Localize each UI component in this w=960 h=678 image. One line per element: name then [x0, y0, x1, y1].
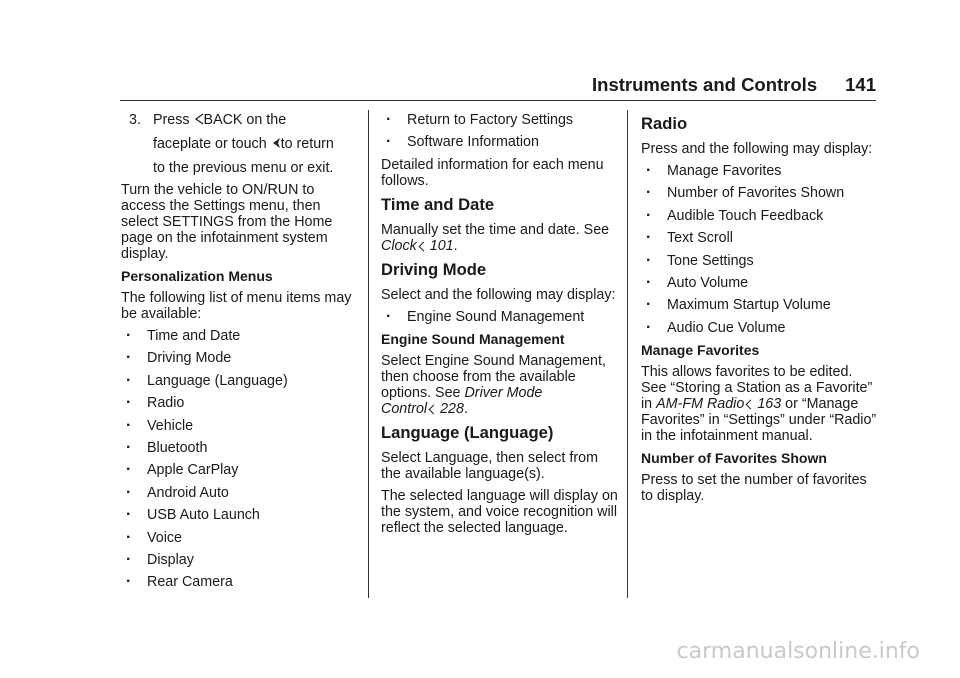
step-line-3: to the previous menu or exit. — [153, 160, 334, 176]
list-item: . Software Information — [381, 134, 619, 150]
column-divider-1 — [368, 110, 369, 598]
page-reference-icon — [419, 241, 428, 250]
list-item: . Language (Language) — [121, 373, 361, 389]
list-item: . Display — [121, 552, 361, 568]
list-item: . Maximum Startup Volume — [641, 297, 879, 313]
driving-mode-list — [381, 309, 619, 325]
step-line-2 — [153, 136, 361, 152]
list-item: . Time and Date — [121, 328, 361, 344]
section-heading-radio: Radio — [641, 114, 688, 133]
step-text: Press — [153, 112, 190, 128]
back-arrow-icon — [194, 113, 204, 125]
body-text: Select Engine Sound Management, then choose from the available options. See — [381, 353, 606, 402]
menu-items-list — [121, 328, 361, 590]
page-reference-icon — [429, 404, 438, 413]
watermark: carmanualsonline.info — [676, 639, 920, 664]
list-item: . Vehicle — [121, 418, 361, 434]
step-text: faceplate or touch — [153, 136, 267, 152]
section-heading-time-and-date: Time and Date — [381, 194, 495, 214]
body-paragraph: Select Engine Sound Management, then choose from the available options. See Driver Mode Control 228. — [381, 353, 606, 418]
list-item: . Audible Touch Feedback — [641, 208, 879, 224]
column-2 — [381, 112, 619, 542]
list-item: . Auto Volume — [641, 275, 879, 291]
page-reference[interactable]: 163 — [757, 396, 782, 413]
step-3 — [121, 112, 361, 176]
body-paragraph: The following list of menu items may be available: — [121, 290, 352, 322]
body-text: Manually set the time and date. See — [381, 221, 610, 238]
step-number: 3. — [129, 112, 141, 128]
menu-items-list-continued — [381, 112, 619, 150]
list-item: . USB Auto Launch — [121, 507, 361, 523]
page-number: 141 — [845, 74, 876, 95]
body-paragraph — [641, 364, 879, 444]
body-paragraph: Manually set the time and date. See Clock 101. — [381, 221, 610, 254]
section-title: Instruments and Controls — [592, 74, 818, 95]
list-item: . Radio — [121, 395, 361, 411]
body-paragraph: Press and the following may display: — [641, 141, 873, 157]
cross-reference-link[interactable]: AM-FM Radio — [656, 396, 745, 413]
column-1 — [121, 112, 361, 597]
list-item: . Rear Camera — [121, 574, 361, 590]
body-paragraph: Select and the following may display: — [381, 286, 616, 303]
radio-items-list — [641, 163, 879, 336]
body-paragraph: Press to set the number of favorites to display. — [641, 472, 867, 505]
column-divider-2 — [627, 110, 628, 598]
section-heading-language: Language (Language) — [381, 423, 554, 443]
column-3 — [641, 112, 879, 510]
page-header — [120, 70, 876, 100]
list-item: . Apple CarPlay — [121, 462, 361, 478]
page-reference-icon — [746, 399, 755, 408]
cross-reference-link[interactable]: Clock — [381, 237, 417, 254]
body-text: or “Manage Favorites” in “Settings” under “Radio” in the infotainment manual. — [641, 396, 877, 445]
cross-reference-link[interactable]: Control — [381, 401, 428, 418]
body-paragraph: Turn the vehicle to ON/RUN to access the Settings menu, then select SETTINGS from the Home page on the infotainment system display. — [121, 182, 333, 262]
step-text: BACK on the — [203, 112, 287, 128]
page-reference[interactable]: 101 — [429, 237, 454, 254]
list-item: . Tone Settings — [641, 253, 879, 269]
subheading: Engine Sound Management — [381, 331, 565, 348]
list-item: . Return to Factory Settings — [381, 112, 619, 128]
body-paragraph: Select Language, then select from the available language(s). — [381, 450, 598, 483]
list-item: . Engine Sound Management — [381, 309, 619, 325]
subheading: Manage Favorites — [641, 342, 760, 359]
subheading: Number of Favorites Shown — [641, 450, 827, 467]
step-text: to return — [280, 136, 334, 152]
list-item: . Driving Mode — [121, 350, 361, 366]
list-item: . Manage Favorites — [641, 163, 879, 179]
body-paragraph: Detailed information for each menu follows. — [381, 156, 604, 189]
section-heading-driving-mode: Driving Mode — [381, 259, 487, 279]
list-item: . Bluetooth — [121, 440, 361, 456]
return-arrow-icon — [271, 137, 281, 149]
page-reference[interactable]: 228 — [440, 401, 464, 418]
list-item: . Android Auto — [121, 485, 361, 501]
cross-reference-link[interactable]: Driver Mode — [464, 385, 543, 402]
body-text: This allows favorites to be edited. See “Storing a Station as a Favorite” in — [641, 364, 873, 413]
step-line-1 — [153, 112, 361, 128]
subheading: Personalization Menus — [121, 268, 273, 284]
body-paragraph: The selected language will display on the system, and voice recognition will reflect the selected language. — [381, 488, 618, 537]
header-rule — [120, 100, 876, 101]
list-item: . Audio Cue Volume — [641, 320, 879, 336]
list-item: . Text Scroll — [641, 230, 879, 246]
list-item: . Number of Favorites Shown — [641, 185, 879, 201]
list-item: . Voice — [121, 530, 361, 546]
